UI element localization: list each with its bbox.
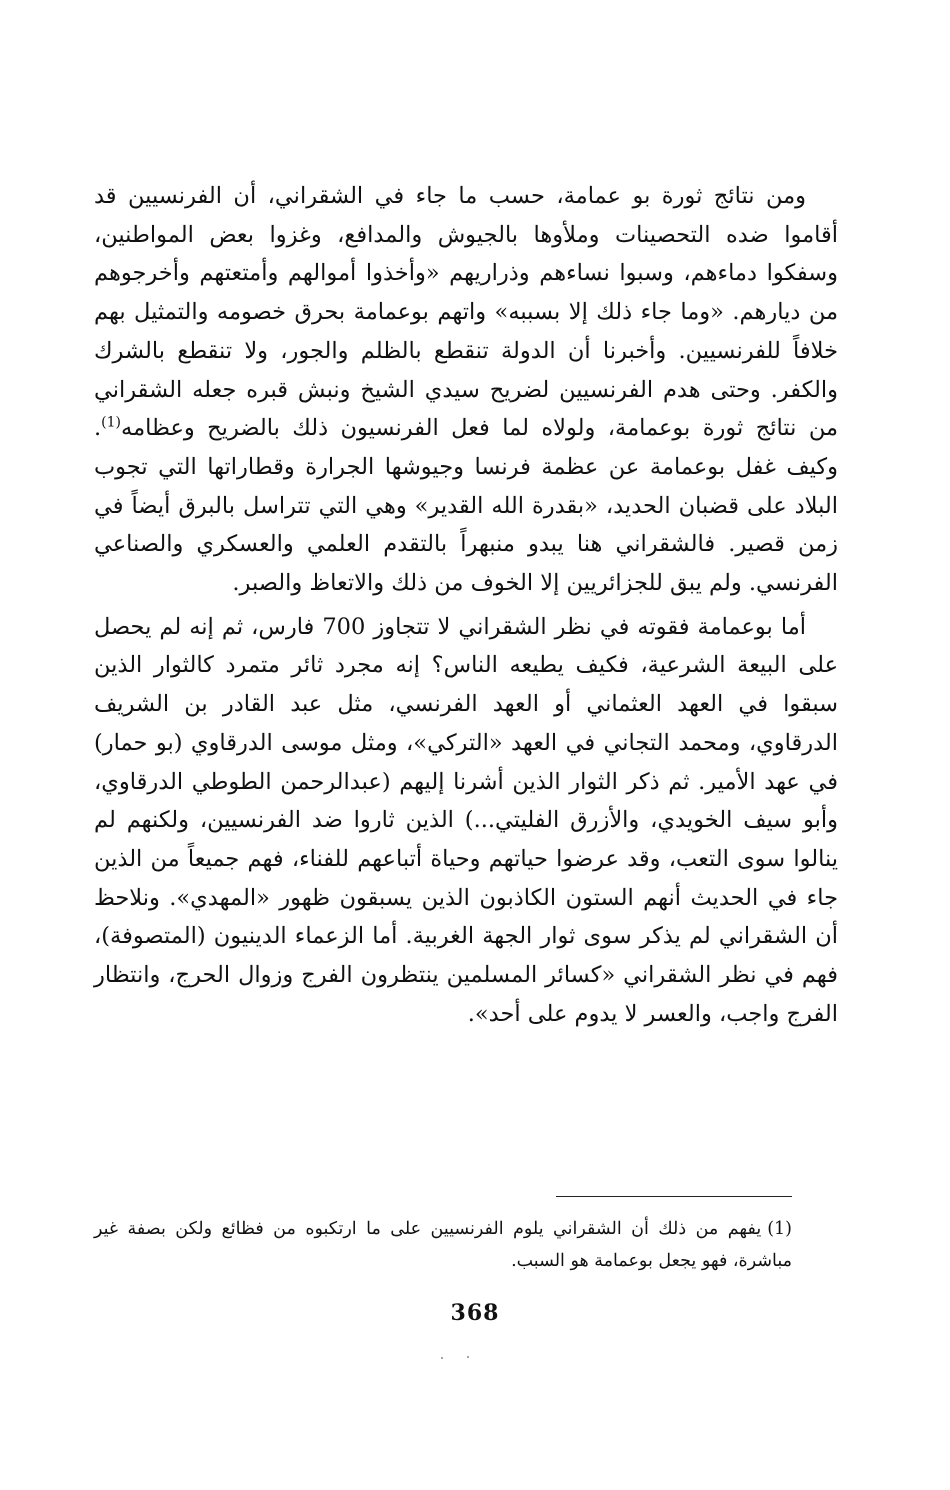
paragraph-1 — [94, 177, 838, 603]
scan-speck — [467, 1356, 469, 1358]
page-number: 368 — [450, 1300, 500, 1326]
footnote-reference: (1) — [101, 414, 122, 431]
footnote-separator — [556, 1196, 792, 1197]
body-text — [94, 177, 838, 1033]
paragraph-1-text-a: ومن نتائج ثورة بو عمامة، حسب ما جاء في الشقراني، أن الفرنسيين قد أقاموا ضده التحصينات وملأوها بالجيوش والمدافع، وغزوا بعض المواطنين، وسفكوا دماءهم، وسبوا نساءهم وذراريهم «وأخذوا أموالهم وأمتعتهم وأخرجوهم من ديارهم. «وما جاء ذلك إلا بسببه» واتهم بوعمامة بحرق خصومه والتمثيل بهم خلافاً للفرنسيين. وأخبرنا أن الدولة تنقطع بالظلم والجور، ولا تنقطع بالشرك والكفر. وحتى هدم الفرنسيين لضريح سيدي الشيخ ونبش قبره جعله الشقراني من نتائج ثورة بوعمامة، ولولاه لما فعل الفرنسيون ذلك بالضريح وعظامه — [94, 183, 838, 442]
scan-speck — [441, 1357, 443, 1359]
footnote — [94, 1213, 792, 1277]
paragraph-2: أما بوعمامة فقوته في نظر الشقراني لا تتجاوز 700 فارس، ثم إنه لم يحصل على البيعة الشرعية، فكيف يطيعه الناس؟ إنه مجرد ثائر متمرد كالثوار الذين سبقوا في العهد العثماني أو العهد الفرنسي، مثل عبد القادر بن الشريف الدرقاوي، ومحمد التجاني في العهد «التركي»، ومثل موسى الدرقاوي (بو حمار) في عهد الأمير. ثم ذكر الثوار الذين أشرنا إليهم (عبدالرحمن الطوطي الدرقاوي، وأبو سيف الخويدي، والأزرق الفليتي...) الذين ثاروا ضد الفرنسيين، ولكنهم لم ينالوا سوى التعب، وقد عرضوا حياتهم وحياة أتباعهم للفناء، فهم جميعاً من الذين جاء في الحديث أنهم الستون الكاذبون الذين يسبقون ظهور «المهدي». ونلاحظ أن الشقراني لم يذكر سوى ثوار الجهة الغربية. أما الزعماء الدينيون (المتصوفة)، فهم في نظر الشقراني «كسائر المسلمين ينتظرون الفرج وزوال الحرج، وانتظار الفرج واجب، والعسر لا يدوم على أحد». — [94, 613, 838, 1027]
paragraph-1-text-b: . وكيف غفل بوعمامة عن عظمة فرنسا وجيوشها الجرارة وقطاراتها التي تجوب البلاد على قضبان الحديد، «بقدرة الله القدير» وهي التي تتراسل بالبرق أيضاً في زمن قصير. فالشقراني هنا يبدو منبهراً بالتقدم العلمي والعسكري والصناعي الفرنسي. ولم يبق للجزائريين إلا الخوف من ذلك والاتعاظ والصبر. — [94, 415, 838, 597]
footnote-text: يفهم من ذلك أن الشقراني يلوم الفرنسيين على ما ارتكبوه من فظائع ولكن بصفة غير مباشرة، فهو يجعل بوعمامة هو السبب. — [94, 1219, 792, 1271]
footnote-marker: (1) — [767, 1219, 792, 1239]
